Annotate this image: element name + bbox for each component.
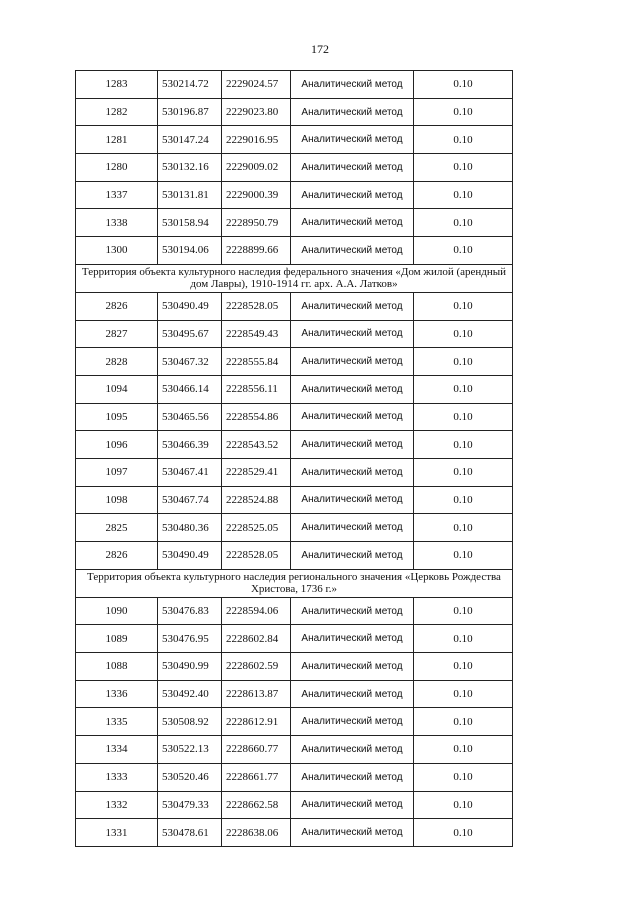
x-coordinate-cell: 530479.33 [158, 791, 222, 819]
error-cell: 0.10 [414, 653, 513, 681]
table-row [76, 625, 513, 653]
table-row [76, 237, 513, 265]
x-coordinate-cell: 530131.81 [158, 181, 222, 209]
error-cell: 0.10 [414, 237, 513, 265]
y-coordinate-cell: 2228899.66 [222, 237, 291, 265]
point-id-cell: 1338 [76, 209, 158, 237]
error-cell: 0.10 [414, 348, 513, 376]
method-cell: Аналитический метод [291, 98, 414, 126]
y-coordinate-cell: 2228555.84 [222, 348, 291, 376]
y-coordinate-cell: 2228525.05 [222, 514, 291, 542]
point-id-cell: 2826 [76, 542, 158, 570]
y-coordinate-cell: 2228612.91 [222, 708, 291, 736]
table-row [76, 653, 513, 681]
table-row [76, 71, 513, 99]
x-coordinate-cell: 530520.46 [158, 763, 222, 791]
table-row [76, 680, 513, 708]
point-id-cell: 1335 [76, 708, 158, 736]
method-cell: Аналитический метод [291, 320, 414, 348]
x-coordinate-cell: 530132.16 [158, 154, 222, 182]
table-row [76, 819, 513, 847]
y-coordinate-cell: 2228638.06 [222, 819, 291, 847]
x-coordinate-cell: 530490.99 [158, 653, 222, 681]
error-cell: 0.10 [414, 819, 513, 847]
x-coordinate-cell: 530476.83 [158, 597, 222, 625]
point-id-cell: 1332 [76, 791, 158, 819]
point-id-cell: 1282 [76, 98, 158, 126]
table-row [76, 514, 513, 542]
x-coordinate-cell: 530194.06 [158, 237, 222, 265]
method-cell: Аналитический метод [291, 431, 414, 459]
y-coordinate-cell: 2228602.84 [222, 625, 291, 653]
point-id-cell: 1300 [76, 237, 158, 265]
error-cell: 0.10 [414, 791, 513, 819]
y-coordinate-cell: 2228529.41 [222, 458, 291, 486]
x-coordinate-cell: 530214.72 [158, 71, 222, 99]
error-cell: 0.10 [414, 71, 513, 99]
point-id-cell: 2825 [76, 514, 158, 542]
point-id-cell: 1097 [76, 458, 158, 486]
table-row [76, 375, 513, 403]
x-coordinate-cell: 530508.92 [158, 708, 222, 736]
error-cell: 0.10 [414, 763, 513, 791]
method-cell: Аналитический метод [291, 348, 414, 376]
method-cell: Аналитический метод [291, 209, 414, 237]
error-cell: 0.10 [414, 736, 513, 764]
x-coordinate-cell: 530490.49 [158, 292, 222, 320]
error-cell: 0.10 [414, 708, 513, 736]
y-coordinate-cell: 2228554.86 [222, 403, 291, 431]
y-coordinate-cell: 2228950.79 [222, 209, 291, 237]
point-id-cell: 1281 [76, 126, 158, 154]
point-id-cell: 1280 [76, 154, 158, 182]
x-coordinate-cell: 530466.14 [158, 375, 222, 403]
table-row [76, 292, 513, 320]
point-id-cell: 1337 [76, 181, 158, 209]
table-body [76, 71, 513, 847]
section-heading-row [76, 264, 513, 292]
error-cell: 0.10 [414, 625, 513, 653]
section-heading: Территория объекта культурного наследия федерального значения «Дом жилой (арендный дом Лавры), 1910-1914 гг. арх. А.А. Латков» [76, 264, 513, 292]
page-number: 172 [311, 42, 329, 56]
x-coordinate-cell: 530480.36 [158, 514, 222, 542]
point-id-cell: 1334 [76, 736, 158, 764]
table-row [76, 486, 513, 514]
y-coordinate-cell: 2228594.06 [222, 597, 291, 625]
method-cell: Аналитический метод [291, 763, 414, 791]
point-id-cell: 1095 [76, 403, 158, 431]
y-coordinate-cell: 2228524.88 [222, 486, 291, 514]
table-row [76, 154, 513, 182]
point-id-cell: 1283 [76, 71, 158, 99]
x-coordinate-cell: 530495.67 [158, 320, 222, 348]
table-row [76, 736, 513, 764]
point-id-cell: 1096 [76, 431, 158, 459]
y-coordinate-cell: 2228528.05 [222, 292, 291, 320]
y-coordinate-cell: 2228660.77 [222, 736, 291, 764]
table-row [76, 708, 513, 736]
y-coordinate-cell: 2228613.87 [222, 680, 291, 708]
point-id-cell: 2827 [76, 320, 158, 348]
table-row [76, 209, 513, 237]
x-coordinate-cell: 530147.24 [158, 126, 222, 154]
method-cell: Аналитический метод [291, 375, 414, 403]
method-cell: Аналитический метод [291, 154, 414, 182]
table-row [76, 320, 513, 348]
y-coordinate-cell: 2229024.57 [222, 71, 291, 99]
error-cell: 0.10 [414, 680, 513, 708]
method-cell: Аналитический метод [291, 653, 414, 681]
coordinates-table [75, 70, 513, 847]
method-cell: Аналитический метод [291, 237, 414, 265]
y-coordinate-cell: 2228528.05 [222, 542, 291, 570]
x-coordinate-cell: 530465.56 [158, 403, 222, 431]
method-cell: Аналитический метод [291, 292, 414, 320]
y-coordinate-cell: 2228556.11 [222, 375, 291, 403]
table-row [76, 181, 513, 209]
table-row [76, 458, 513, 486]
y-coordinate-cell: 2228602.59 [222, 653, 291, 681]
error-cell: 0.10 [414, 320, 513, 348]
x-coordinate-cell: 530478.61 [158, 819, 222, 847]
table-row [76, 348, 513, 376]
method-cell: Аналитический метод [291, 791, 414, 819]
method-cell: Аналитический метод [291, 708, 414, 736]
error-cell: 0.10 [414, 375, 513, 403]
table-row [76, 763, 513, 791]
table-row [76, 403, 513, 431]
error-cell: 0.10 [414, 181, 513, 209]
method-cell: Аналитический метод [291, 71, 414, 99]
error-cell: 0.10 [414, 126, 513, 154]
method-cell: Аналитический метод [291, 736, 414, 764]
point-id-cell: 1333 [76, 763, 158, 791]
table-row [76, 431, 513, 459]
error-cell: 0.10 [414, 486, 513, 514]
x-coordinate-cell: 530522.13 [158, 736, 222, 764]
x-coordinate-cell: 530490.49 [158, 542, 222, 570]
method-cell: Аналитический метод [291, 542, 414, 570]
method-cell: Аналитический метод [291, 819, 414, 847]
method-cell: Аналитический метод [291, 680, 414, 708]
y-coordinate-cell: 2229016.95 [222, 126, 291, 154]
point-id-cell: 1090 [76, 597, 158, 625]
error-cell: 0.10 [414, 458, 513, 486]
x-coordinate-cell: 530467.74 [158, 486, 222, 514]
table-row [76, 791, 513, 819]
point-id-cell: 1089 [76, 625, 158, 653]
error-cell: 0.10 [414, 292, 513, 320]
method-cell: Аналитический метод [291, 181, 414, 209]
section-heading-row [76, 569, 513, 597]
error-cell: 0.10 [414, 154, 513, 182]
table-row [76, 542, 513, 570]
point-id-cell: 1098 [76, 486, 158, 514]
x-coordinate-cell: 530467.41 [158, 458, 222, 486]
point-id-cell: 1094 [76, 375, 158, 403]
x-coordinate-cell: 530466.39 [158, 431, 222, 459]
x-coordinate-cell: 530158.94 [158, 209, 222, 237]
point-id-cell: 2826 [76, 292, 158, 320]
method-cell: Аналитический метод [291, 458, 414, 486]
method-cell: Аналитический метод [291, 514, 414, 542]
y-coordinate-cell: 2228661.77 [222, 763, 291, 791]
error-cell: 0.10 [414, 514, 513, 542]
y-coordinate-cell: 2229000.39 [222, 181, 291, 209]
y-coordinate-cell: 2228543.52 [222, 431, 291, 459]
x-coordinate-cell: 530476.95 [158, 625, 222, 653]
method-cell: Аналитический метод [291, 403, 414, 431]
section-heading: Территория объекта культурного наследия регионального значения «Церковь Рождества Христова, 1736 г.» [76, 569, 513, 597]
x-coordinate-cell: 530196.87 [158, 98, 222, 126]
table-row [76, 98, 513, 126]
method-cell: Аналитический метод [291, 597, 414, 625]
error-cell: 0.10 [414, 209, 513, 237]
y-coordinate-cell: 2228662.58 [222, 791, 291, 819]
x-coordinate-cell: 530467.32 [158, 348, 222, 376]
error-cell: 0.10 [414, 98, 513, 126]
table-row [76, 597, 513, 625]
y-coordinate-cell: 2229009.02 [222, 154, 291, 182]
y-coordinate-cell: 2229023.80 [222, 98, 291, 126]
x-coordinate-cell: 530492.40 [158, 680, 222, 708]
error-cell: 0.10 [414, 403, 513, 431]
error-cell: 0.10 [414, 542, 513, 570]
point-id-cell: 2828 [76, 348, 158, 376]
error-cell: 0.10 [414, 597, 513, 625]
point-id-cell: 1331 [76, 819, 158, 847]
point-id-cell: 1088 [76, 653, 158, 681]
method-cell: Аналитический метод [291, 126, 414, 154]
method-cell: Аналитический метод [291, 625, 414, 653]
scan-artifact-line [0, 866, 640, 868]
method-cell: Аналитический метод [291, 486, 414, 514]
error-cell: 0.10 [414, 431, 513, 459]
table-row [76, 126, 513, 154]
point-id-cell: 1336 [76, 680, 158, 708]
y-coordinate-cell: 2228549.43 [222, 320, 291, 348]
